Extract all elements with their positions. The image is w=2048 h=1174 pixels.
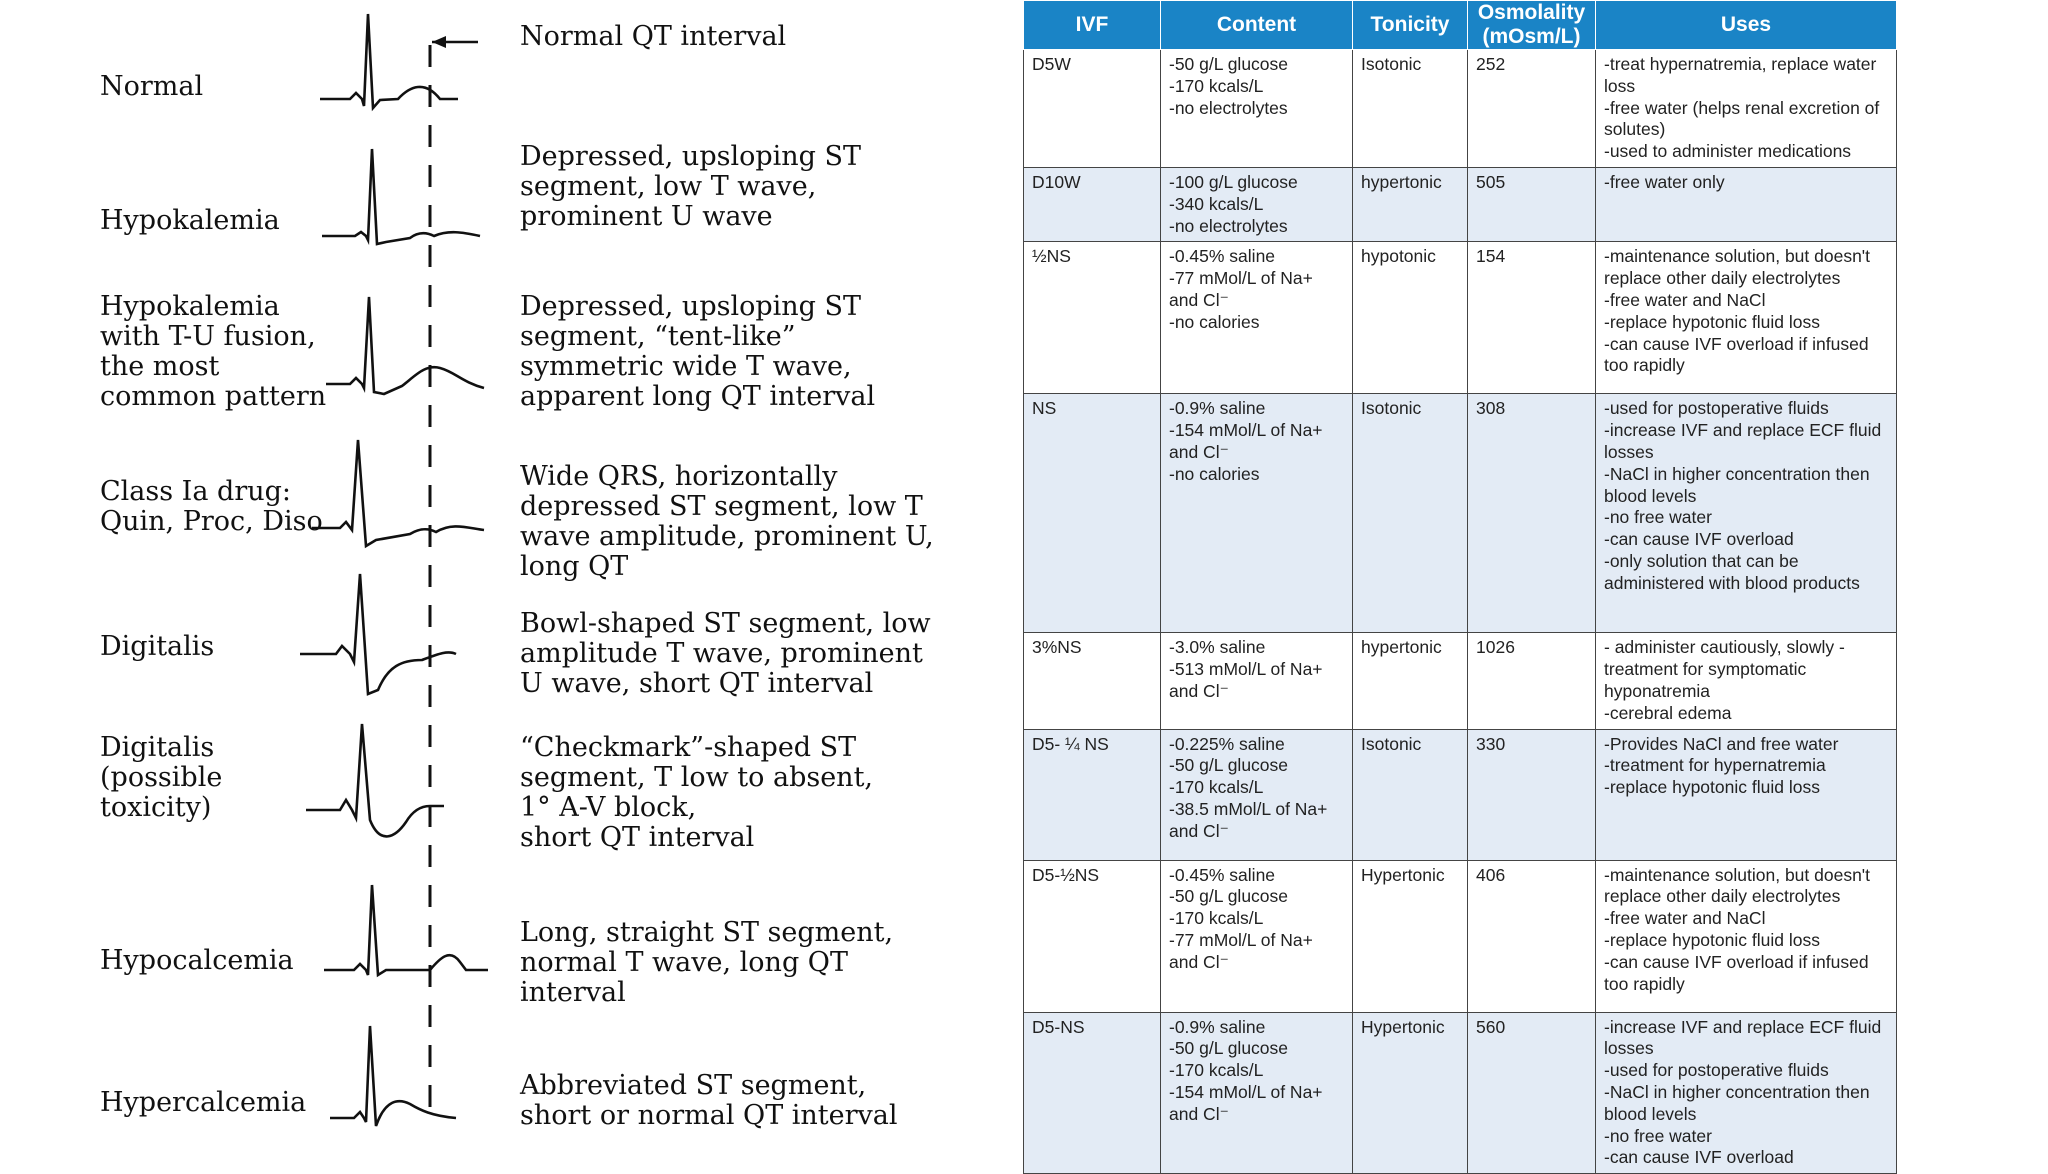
table-row xyxy=(1024,729,1897,860)
ecg-label-class-ia-drug: Class Ia drug: Quin, Proc, Diso xyxy=(100,476,323,537)
ecg-desc-class-ia-drug: Wide QRS, horizontally depressed ST segment, low T wave amplitude, prominent U, long QT xyxy=(520,461,934,582)
cell-uses: -free water only xyxy=(1596,167,1897,241)
cell-osmolality: 505 xyxy=(1468,167,1596,241)
table-row xyxy=(1024,394,1897,633)
cell-uses: -maintenance solution, but doesn't replace other daily electrolytes -free water and NaCl -replace hypotonic fluid loss -can cause IVF overload if infused too rapidly xyxy=(1596,860,1897,1012)
header-content: Content xyxy=(1161,1,1353,50)
cell-content: -50 g/L glucose -170 kcals/L -no electrolytes xyxy=(1161,50,1353,168)
cell-osmolality: 1026 xyxy=(1468,633,1596,729)
ecg-trace-class-ia-drug xyxy=(312,440,484,546)
cell-osmolality: 560 xyxy=(1468,1012,1596,1174)
cell-ivf: NS xyxy=(1024,394,1161,633)
cell-ivf: ½NS xyxy=(1024,242,1161,394)
ecg-desc-hypokalemia: Depressed, upsloping ST segment, low T wave, prominent U wave xyxy=(520,141,862,232)
ecg-trace-normal xyxy=(320,14,458,108)
ivf-table xyxy=(1023,0,1897,1174)
cell-ivf: D5-NS xyxy=(1024,1012,1161,1174)
cell-uses: -maintenance solution, but doesn't replace other daily electrolytes -free water and NaCl -replace hypotonic fluid loss -can cause IVF overload if infused too rapidly xyxy=(1596,242,1897,394)
cell-uses: -Provides NaCl and free water -treatment for hypernatremia -replace hypotonic fluid loss xyxy=(1596,729,1897,860)
table-row xyxy=(1024,860,1897,1012)
cell-tonicity: Isotonic xyxy=(1353,394,1468,633)
table-row xyxy=(1024,1012,1897,1174)
table-header-row xyxy=(1024,1,1897,50)
cell-uses: -used for postoperative fluids -increase IVF and replace ECF fluid losses -NaCl in higher concentration then blood levels -no free water -can cause IVF overload -only solution that can be administered with blood products xyxy=(1596,394,1897,633)
ecg-desc-hypokalemia-tu-fusion: Depressed, upsloping ST segment, “tent-like” symmetric wide T wave, apparent long QT interval xyxy=(520,291,876,412)
table-row xyxy=(1024,633,1897,729)
ecg-trace-hypocalcemia xyxy=(324,885,488,975)
ecg-desc-digitalis: Bowl-shaped ST segment, low amplitude T wave, prominent U wave, short QT interval xyxy=(520,608,931,699)
ecg-label-digitalis: Digitalis xyxy=(100,631,215,662)
cell-uses: -treat hypernatremia, replace water loss -free water (helps renal excretion of solutes) -used to administer medications xyxy=(1596,50,1897,168)
ecg-trace-digitalis xyxy=(300,574,456,694)
ecg-label-hypocalcemia: Hypocalcemia xyxy=(100,945,294,976)
cell-content: -0.9% saline -50 g/L glucose -170 kcals/L -154 mMol/L of Na+ and Cl⁻ xyxy=(1161,1012,1353,1174)
header-osmolality: Osmolality (mOsm/L) xyxy=(1468,1,1596,50)
cell-content: -100 g/L glucose -340 kcals/L -no electrolytes xyxy=(1161,167,1353,241)
cell-ivf: D5-½NS xyxy=(1024,860,1161,1012)
cell-content: -0.9% saline -154 mMol/L of Na+ and Cl⁻ -no calories xyxy=(1161,394,1353,633)
cell-tonicity: hypotonic xyxy=(1353,242,1468,394)
cell-ivf: D10W xyxy=(1024,167,1161,241)
cell-content: -0.225% saline -50 g/L glucose -170 kcals/L -38.5 mMol/L of Na+ and Cl⁻ xyxy=(1161,729,1353,860)
ecg-figure xyxy=(0,0,1000,1152)
ecg-desc-normal: Normal QT interval xyxy=(520,21,787,52)
ecg-label-hypokalemia: Hypokalemia xyxy=(100,205,280,236)
table-row xyxy=(1024,242,1897,394)
ecg-trace-hypokalemia xyxy=(322,149,480,244)
cell-osmolality: 252 xyxy=(1468,50,1596,168)
cell-content: -0.45% saline -50 g/L glucose -170 kcals/L -77 mMol/L of Na+ and Cl⁻ xyxy=(1161,860,1353,1012)
table-row xyxy=(1024,50,1897,168)
cell-ivf: 3%NS xyxy=(1024,633,1161,729)
cell-osmolality: 406 xyxy=(1468,860,1596,1012)
cell-osmolality: 308 xyxy=(1468,394,1596,633)
cell-osmolality: 330 xyxy=(1468,729,1596,860)
cell-tonicity: hypertonic xyxy=(1353,167,1468,241)
cell-ivf: D5- ¼ NS xyxy=(1024,729,1161,860)
cell-content: -0.45% saline -77 mMol/L of Na+ and Cl⁻ -no calories xyxy=(1161,242,1353,394)
ecg-trace-digitalis-toxicity xyxy=(306,724,444,836)
table-row xyxy=(1024,167,1897,241)
cell-tonicity: Isotonic xyxy=(1353,729,1468,860)
ecg-desc-digitalis-toxicity: “Checkmark”-shaped ST segment, T low to absent, 1° A-V block, short QT interval xyxy=(520,732,874,853)
ecg-label-normal: Normal xyxy=(100,71,204,102)
cell-content: -3.0% saline -513 mMol/L of Na+ and Cl⁻ xyxy=(1161,633,1353,729)
header-tonicity: Tonicity xyxy=(1353,1,1468,50)
ecg-trace-hypokalemia-tu-fusion xyxy=(326,297,484,394)
header-uses: Uses xyxy=(1596,1,1897,50)
cell-tonicity: hypertonic xyxy=(1353,633,1468,729)
arrow-icon xyxy=(432,36,478,48)
cell-ivf: D5W xyxy=(1024,50,1161,168)
ecg-desc-hypocalcemia: Long, straight ST segment, normal T wave, long QT interval xyxy=(520,917,894,1008)
header-ivf: IVF xyxy=(1024,1,1161,50)
ecg-label-hypokalemia-tu-fusion: Hypokalemia with T-U fusion, the most common pattern xyxy=(100,291,327,412)
cell-tonicity: Hypertonic xyxy=(1353,1012,1468,1174)
cell-tonicity: Isotonic xyxy=(1353,50,1468,168)
cell-uses: - administer cautiously, slowly -treatment for symptomatic hyponatremia -cerebral edema xyxy=(1596,633,1897,729)
ecg-label-hypercalcemia: Hypercalcemia xyxy=(100,1087,307,1118)
ecg-desc-hypercalcemia: Abbreviated ST segment, short or normal QT interval xyxy=(520,1070,898,1131)
cell-uses: -increase IVF and replace ECF fluid losses -used for postoperative fluids -NaCl in higher concentration then blood levels -no free water -can cause IVF overload xyxy=(1596,1012,1897,1174)
ecg-label-digitalis-toxicity: Digitalis (possible toxicity) xyxy=(100,732,223,823)
cell-tonicity: Hypertonic xyxy=(1353,860,1468,1012)
cell-osmolality: 154 xyxy=(1468,242,1596,394)
ecg-trace-hypercalcemia xyxy=(330,1026,456,1126)
